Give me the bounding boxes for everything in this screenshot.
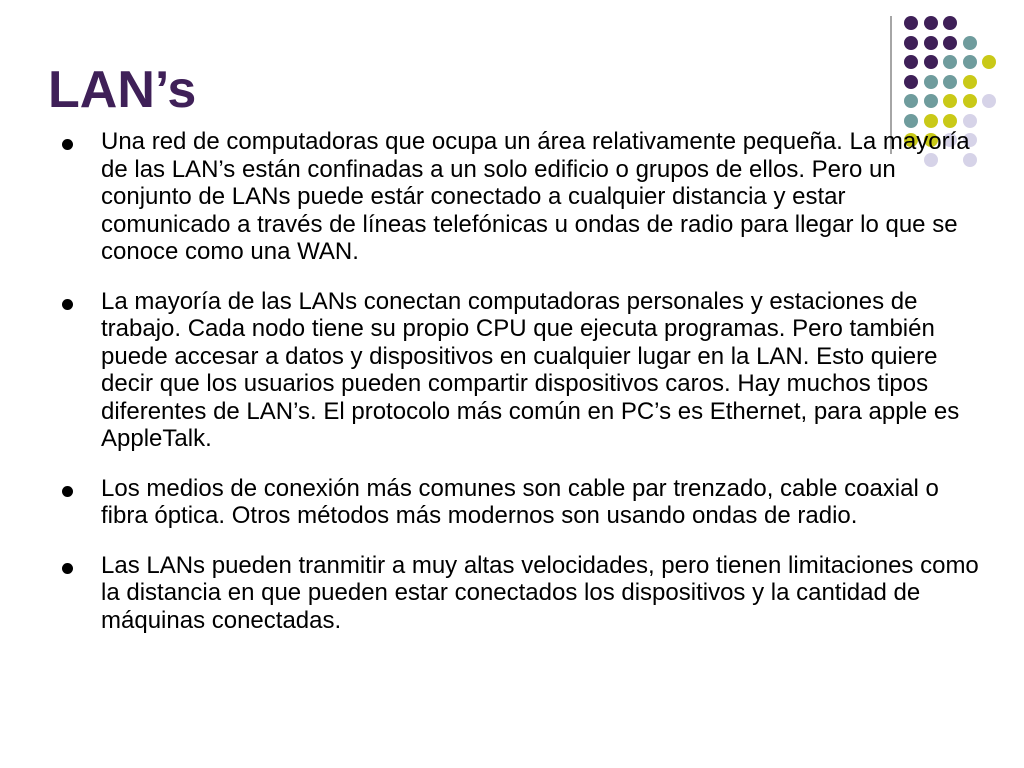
bullet-text: La mayoría de las LANs conectan computadoras personales y estaciones de trabajo. Cada nodo tiene su propio CPU que ejecuta programas. Pero también puede accesar a datos y dispositivos en cualquier lugar en la LAN. Esto quiere decir que los usuarios pueden compartir dispositivos caros. Hay muchos tipos diferentes de LAN’s. El protocolo más común en PC’s es Ethernet, para apple es AppleTalk. — [101, 287, 960, 452]
slide-title: LAN’s — [48, 61, 197, 119]
bullet-marker-icon — [62, 486, 73, 497]
decorative-dot — [904, 16, 918, 30]
decorative-dot — [924, 36, 938, 50]
decorative-dot — [963, 75, 977, 89]
bullet-marker-icon — [62, 563, 73, 574]
bullet-text: Una red de computadoras que ocupa un área relativamente pequeña. La mayoría de las LAN’s están confinadas a un solo edificio o grupos de ellos. Pero un conjunto de LANs puede estár conectado a cualquier distancia y estar comunicado a través de líneas telefónicas u ondas de radio para llegar lo que se conoce como una WAN. — [101, 128, 970, 265]
decorative-dot — [982, 94, 996, 108]
bullet-list — [0, 128, 1024, 656]
decorative-dot — [943, 75, 957, 89]
decorative-dot — [904, 114, 918, 128]
decorative-dot — [963, 55, 977, 69]
decorative-dot — [924, 75, 938, 89]
decorative-dot — [943, 55, 957, 69]
bullet-item — [0, 475, 1024, 530]
decorative-dot — [924, 16, 938, 30]
decorative-dot — [904, 55, 918, 69]
bullet-item — [0, 128, 1024, 266]
decorative-dot — [943, 16, 957, 30]
decorative-dot — [963, 114, 977, 128]
decorative-dot — [963, 36, 977, 50]
decorative-dot — [982, 55, 996, 69]
bullet-item — [0, 552, 1024, 635]
decorative-dot — [924, 55, 938, 69]
decorative-dot — [904, 36, 918, 50]
decorative-dot — [924, 94, 938, 108]
bullet-item — [0, 288, 1024, 453]
bullet-marker-icon — [62, 299, 73, 310]
decorative-dot — [963, 94, 977, 108]
bullet-marker-icon — [62, 139, 73, 150]
decorative-dot — [924, 114, 938, 128]
decorative-dot — [943, 36, 957, 50]
decorative-dot — [904, 75, 918, 89]
bullet-text: Las LANs pueden tranmitir a muy altas velocidades, pero tienen limitaciones como la distancia en que pueden estar conectados los dispositivos y la cantidad de máquinas conectadas. — [101, 551, 979, 634]
bullet-text: Los medios de conexión más comunes son cable par trenzado, cable coaxial o fibra óptica. Otros métodos más modernos son usando ondas de radio. — [101, 474, 939, 529]
decorative-dot — [943, 114, 957, 128]
decorative-dot — [943, 94, 957, 108]
decorative-dot — [904, 94, 918, 108]
